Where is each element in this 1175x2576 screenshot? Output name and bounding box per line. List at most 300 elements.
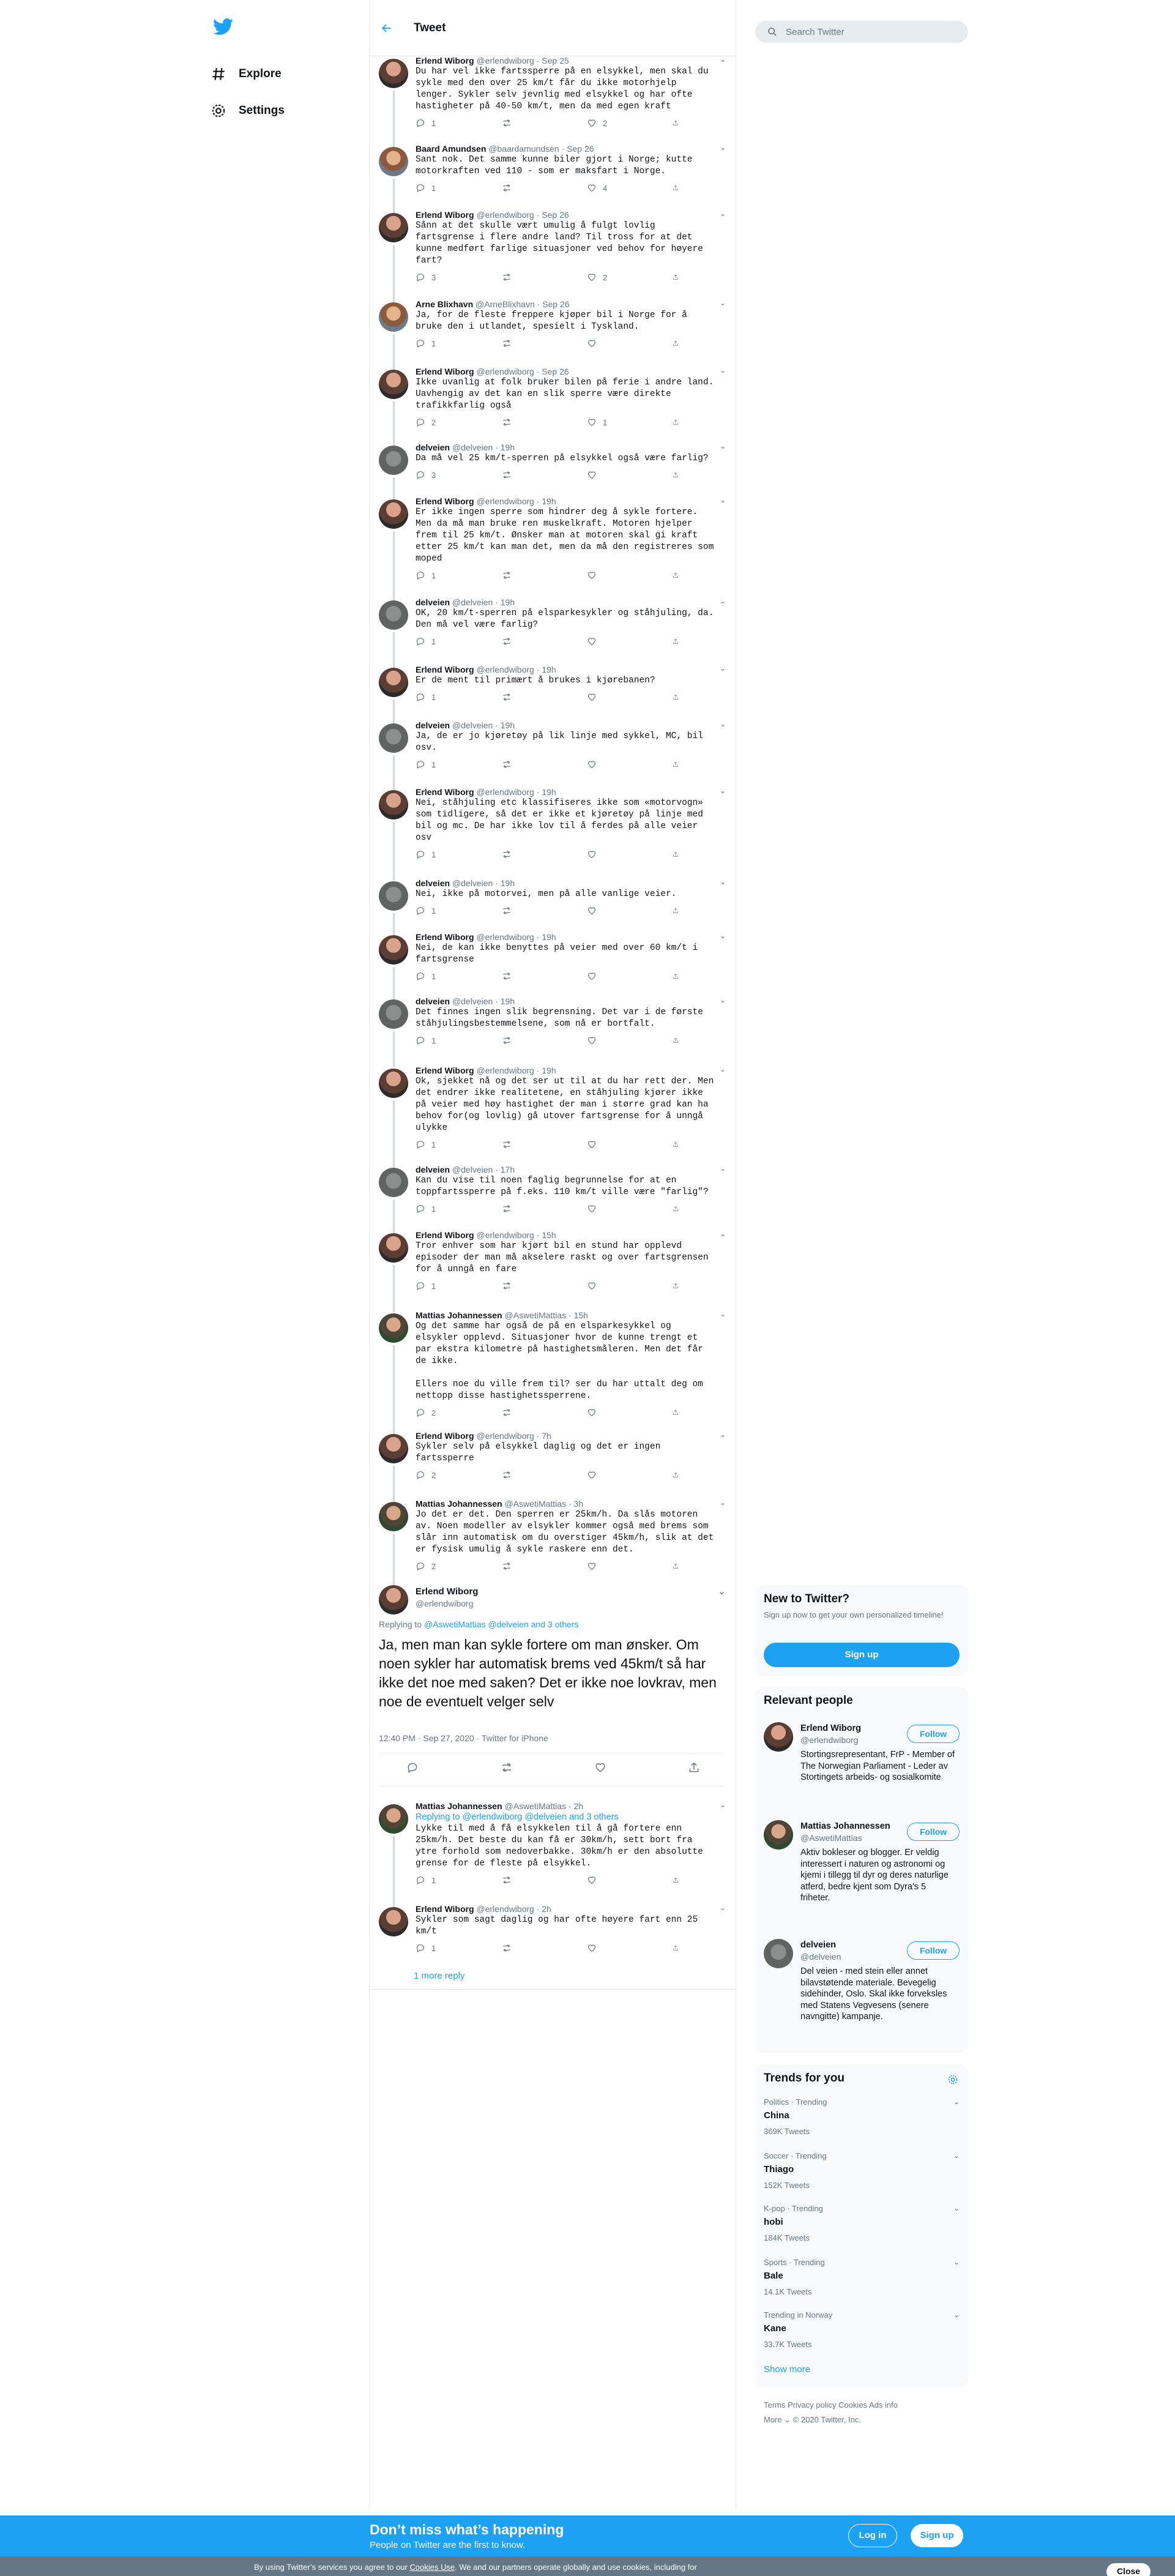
like-button[interactable]	[587, 1204, 673, 1214]
author-name[interactable]: Mattias Johannessen	[416, 1310, 502, 1320]
avatar[interactable]	[379, 935, 408, 965]
author-handle[interactable]: @AswetiMattias	[504, 1310, 567, 1320]
share-button[interactable]	[673, 637, 685, 646]
focused-tweet	[370, 1585, 737, 1787]
retweet-button[interactable]	[501, 1204, 587, 1214]
reply-icon	[416, 1140, 425, 1149]
tweet[interactable]	[370, 664, 737, 705]
tweet-time[interactable]: 19h	[500, 720, 515, 730]
like-button[interactable]	[587, 338, 673, 348]
reply-button[interactable]	[416, 849, 501, 859]
retweet-button[interactable]	[501, 183, 587, 193]
author-handle[interactable]: @erlendwiborg	[476, 1230, 534, 1240]
avatar[interactable]	[379, 302, 408, 332]
retweet-button[interactable]	[501, 1943, 587, 1953]
chevron-down-icon[interactable]: ⌄	[719, 143, 726, 152]
tweet-time[interactable]: 19h	[542, 787, 556, 797]
tweet-meta[interactable]: 12:40 PM · Sep 27, 2020 · Twitter for iPhone	[379, 1733, 548, 1743]
retweet-button[interactable]	[501, 1470, 587, 1480]
like-button[interactable]	[587, 1036, 673, 1045]
share-button[interactable]	[673, 1943, 685, 1953]
reply-button[interactable]	[416, 692, 501, 702]
tweet-time[interactable]: 19h	[542, 496, 556, 506]
author-handle[interactable]: @erlendwiborg	[476, 367, 534, 376]
avatar[interactable]	[379, 723, 408, 753]
reply-button[interactable]	[416, 1561, 501, 1571]
share-button[interactable]	[673, 849, 685, 859]
separator: ·	[534, 496, 542, 506]
reply-button[interactable]	[416, 760, 501, 769]
author-handle[interactable]: @erlendwiborg	[476, 932, 534, 942]
trend-item[interactable]	[764, 2097, 960, 2136]
retweet-button[interactable]	[501, 570, 587, 580]
reply-button[interactable]	[416, 637, 501, 646]
author-name[interactable]: Erlend Wiborg	[416, 787, 474, 797]
retweet-button[interactable]	[500, 1761, 513, 1777]
search-placeholder: Search Twitter	[786, 26, 845, 37]
like-button[interactable]	[587, 417, 673, 427]
banner-title: Don’t miss what’s happening	[370, 2522, 564, 2537]
reply-button[interactable]	[416, 1204, 501, 1214]
tweet-time[interactable]: 19h	[500, 878, 515, 888]
chevron-down-icon[interactable]: ⌄	[719, 931, 726, 940]
retweet-button[interactable]	[501, 760, 587, 769]
tweet[interactable]	[370, 55, 737, 131]
avatar[interactable]	[764, 1722, 793, 1752]
tweet-time[interactable]: Sep 26	[542, 367, 569, 376]
chevron-down-icon[interactable]: ⌄	[719, 1430, 726, 1439]
share-button[interactable]	[673, 1036, 685, 1045]
share-icon	[673, 338, 679, 348]
reply-count: 1	[431, 849, 436, 859]
reply-button[interactable]	[416, 118, 501, 128]
reply-button[interactable]	[416, 1036, 501, 1045]
avatar[interactable]	[379, 1168, 408, 1197]
thread-connector	[393, 1265, 395, 1312]
retweet-icon	[501, 1281, 512, 1291]
share-button[interactable]	[673, 272, 685, 282]
like-button[interactable]	[587, 1408, 673, 1417]
author-name[interactable]: Mattias Johannessen	[416, 1499, 502, 1509]
tweet-time[interactable]: Sep 25	[542, 56, 569, 65]
author-handle[interactable]: @delveien	[452, 597, 493, 607]
chevron-down-icon[interactable]: ⌄	[719, 299, 726, 307]
trend-item[interactable]	[764, 2204, 960, 2242]
author-name[interactable]: delveien	[416, 597, 450, 607]
tweet-time[interactable]: Sep 26	[567, 144, 594, 154]
share-icon	[673, 1875, 679, 1885]
like-button[interactable]	[587, 760, 673, 769]
avatar[interactable]	[379, 1804, 408, 1834]
reply-button[interactable]	[416, 1875, 501, 1885]
author-name[interactable]: Erlend Wiborg	[416, 1230, 474, 1240]
banner-sign-up-button[interactable]: Sign up	[911, 2524, 963, 2547]
avatar[interactable]	[379, 668, 408, 697]
tweet-time[interactable]: 7h	[542, 1431, 551, 1441]
tweet[interactable]	[370, 878, 737, 919]
author-name[interactable]: Erlend Wiborg	[416, 1066, 474, 1075]
retweet-button[interactable]	[501, 1036, 587, 1045]
share-button[interactable]	[673, 1470, 685, 1480]
retweet-button[interactable]	[501, 470, 587, 480]
like-button[interactable]	[587, 1561, 673, 1571]
share-button[interactable]	[673, 692, 685, 702]
share-button[interactable]	[673, 118, 685, 128]
chevron-down-icon[interactable]: ⌄	[953, 2310, 960, 2319]
author-handle[interactable]: @erlendwiborg	[476, 1431, 534, 1441]
tweet-actions	[416, 1032, 685, 1048]
tweet-text: Ja, men man kan sykle fortere om man ønsker. Om noen sykler har automatisk brems ved 45km/t så har ikke det noe med saken? Det er ikke noe lovkrav, men noe de eventuelt velger selv	[379, 1637, 717, 1709]
reply-icon	[416, 417, 425, 427]
chevron-down-icon[interactable]: ⌄	[719, 209, 726, 218]
trend-item[interactable]	[764, 2310, 960, 2349]
author-handle[interactable]: @erlendwiborg	[476, 1904, 534, 1914]
retweet-button[interactable]	[501, 1408, 587, 1417]
avatar[interactable]	[764, 1820, 793, 1850]
person-name[interactable]: Erlend Wiborg	[800, 1723, 861, 1733]
author-handle[interactable]: @erlendwiborg	[476, 665, 534, 674]
replying-to[interactable]: Replying to @erlendwiborg @delveien and 3 others	[416, 1812, 619, 1822]
tweet[interactable]	[370, 996, 737, 1048]
tweet-text: Lykke til med å få elsykkelen til å gå fortere enn 25km/h. Det beste du kan få er 30km/h, sett bort fra ytre forhold som nedoverbakke. 30km/h er den absolutte grense for de fleste på elsykkel.	[416, 1824, 703, 1869]
chevron-down-icon[interactable]: ⌄	[719, 496, 726, 504]
tweet[interactable]	[370, 1498, 737, 1574]
more-replies-link[interactable]: 1 more reply	[414, 1971, 465, 1981]
author-handle[interactable]: @delveien	[452, 878, 493, 888]
chevron-down-icon[interactable]: ⌄	[719, 1801, 726, 1809]
author-name[interactable]: delveien	[416, 1165, 450, 1174]
heart-icon	[587, 1281, 597, 1291]
separator: ·	[493, 720, 501, 730]
tweet-text: Og det samme har også de på en elsparkesykkel og elsykler opplevd. Situasjoner hvor de kunne trengt et par ekstra kilometre på hastighetsmåleren. Men det får de ikke. Ellers noe du ville frem til? ser du har uttalt deg om nettopp disse hastighetssperrene.	[416, 1321, 703, 1401]
author-name[interactable]: delveien	[416, 996, 450, 1006]
heart-icon	[587, 470, 597, 480]
retweet-button[interactable]	[501, 338, 587, 348]
like-button[interactable]	[587, 637, 673, 646]
chevron-down-icon[interactable]: ⌄	[719, 1310, 726, 1318]
chevron-down-icon[interactable]: ⌄	[953, 2204, 960, 2212]
author-handle[interactable]: @delveien	[452, 996, 493, 1006]
avatar[interactable]	[379, 1585, 408, 1615]
avatar[interactable]	[379, 1233, 408, 1263]
chevron-down-icon[interactable]: ⌄	[719, 1065, 726, 1073]
tweet-time[interactable]: 15h	[542, 1230, 556, 1240]
nav-settings[interactable]	[208, 92, 367, 129]
avatar[interactable]	[379, 1434, 408, 1463]
tweet[interactable]	[370, 786, 737, 862]
author-handle[interactable]: @erlendwiborg	[476, 1066, 534, 1075]
author-name[interactable]: Baard Amundsen	[416, 144, 487, 154]
chevron-down-icon[interactable]: ⌄	[719, 442, 726, 450]
tweet-actions	[406, 1761, 700, 1777]
reply-button[interactable]	[416, 971, 501, 981]
share-button[interactable]	[673, 570, 685, 580]
share-button[interactable]	[673, 338, 685, 348]
share-button[interactable]	[673, 1140, 685, 1149]
person-name[interactable]: Mattias Johannessen	[800, 1821, 890, 1831]
chevron-down-icon[interactable]: ⌄	[719, 786, 726, 795]
like-button[interactable]	[587, 1943, 673, 1953]
chevron-down-icon[interactable]: ⌄	[953, 2258, 960, 2266]
back-arrow-icon[interactable]	[381, 22, 393, 34]
tweet[interactable]	[370, 143, 737, 196]
close-button[interactable]: Close	[1106, 2563, 1151, 2576]
avatar[interactable]	[379, 1907, 408, 1936]
tweet-time[interactable]: 15h	[573, 1310, 588, 1320]
like-button[interactable]	[587, 1470, 673, 1480]
person-name[interactable]: delveien	[800, 1940, 837, 1950]
tweet-time[interactable]: 2h	[542, 1904, 551, 1914]
trend-count: 14.1K Tweets	[764, 2287, 812, 2296]
share-button[interactable]	[673, 760, 685, 769]
settings-gear-icon[interactable]	[947, 2074, 958, 2085]
like-button[interactable]	[587, 272, 673, 282]
author-handle[interactable]: @delveien	[452, 720, 493, 730]
author-name[interactable]: Erlend Wiborg	[416, 210, 474, 220]
reply-button[interactable]	[416, 183, 501, 193]
reply-count: 2	[431, 1561, 436, 1571]
reply-button[interactable]	[416, 1408, 501, 1417]
author-name[interactable]: Erlend Wiborg	[416, 56, 474, 65]
author-handle[interactable]: @delveien	[452, 1165, 493, 1174]
author-handle[interactable]: @erlendwiborg	[416, 1599, 474, 1608]
author-handle[interactable]: @AswetiMattias	[504, 1499, 567, 1509]
like-button[interactable]	[587, 906, 673, 916]
author-handle[interactable]: @erlendwiborg	[476, 56, 534, 65]
author-name[interactable]: Erlend Wiborg	[416, 367, 474, 376]
chevron-down-icon[interactable]: ⌄	[719, 1498, 726, 1507]
author-handle[interactable]: @ArneBlixhavn	[476, 299, 535, 309]
like-button[interactable]	[587, 183, 673, 193]
share-button[interactable]	[673, 183, 685, 193]
retweet-button[interactable]	[501, 272, 587, 282]
author-name[interactable]: Erlend Wiborg	[416, 665, 474, 674]
tweet-time[interactable]: 19h	[500, 996, 515, 1006]
retweet-button[interactable]	[501, 417, 587, 427]
footer-line-1[interactable]: Terms Privacy policy Cookies Ads info	[764, 2400, 898, 2410]
tweet[interactable]	[370, 1903, 737, 1956]
share-button[interactable]	[673, 1281, 685, 1291]
retweet-button[interactable]	[501, 1281, 587, 1291]
tweet-time[interactable]: 19h	[500, 597, 515, 607]
chevron-down-icon[interactable]: ⌄	[719, 996, 726, 1004]
avatar[interactable]	[379, 147, 408, 176]
author-handle[interactable]: @delveien	[452, 442, 493, 452]
chevron-down-icon[interactable]: ⌄	[719, 597, 726, 605]
reply-button[interactable]	[416, 1281, 501, 1291]
avatar[interactable]	[379, 213, 408, 242]
trend-item[interactable]	[764, 2151, 960, 2190]
tweet[interactable]	[370, 1310, 737, 1421]
share-button[interactable]	[673, 1875, 685, 1885]
tweet-time[interactable]: Sep 26	[542, 210, 569, 220]
tweet-time[interactable]: 17h	[500, 1165, 515, 1174]
avatar[interactable]	[379, 370, 408, 399]
author-name[interactable]: Mattias Johannessen	[416, 1801, 502, 1811]
author-name[interactable]: delveien	[416, 442, 450, 452]
tweet[interactable]	[370, 366, 737, 430]
tweet-time[interactable]: 19h	[542, 665, 556, 674]
retweet-button[interactable]	[501, 1875, 587, 1885]
separator: ·	[534, 665, 542, 674]
sign-up-button[interactable]: Sign up	[764, 1643, 960, 1667]
author-handle[interactable]: @baardamundsen	[488, 144, 559, 154]
share-button[interactable]	[673, 417, 685, 427]
tweet[interactable]	[370, 597, 737, 649]
like-button[interactable]	[587, 1140, 673, 1149]
reply-icon	[416, 760, 425, 769]
tweet-actions	[416, 1405, 685, 1421]
tweet-time[interactable]: 3h	[573, 1499, 584, 1509]
reply-button[interactable]	[416, 1140, 501, 1149]
author-handle[interactable]: @erlendwiborg	[476, 496, 534, 506]
author-name[interactable]: Erlend Wiborg	[416, 1586, 479, 1597]
share-button[interactable]	[673, 906, 685, 916]
avatar[interactable]	[379, 790, 408, 819]
share-button[interactable]	[673, 1408, 685, 1417]
tweet-time[interactable]: 19h	[500, 442, 515, 452]
author-handle[interactable]: @AswetiMattias	[504, 1801, 567, 1811]
reply-icon	[416, 1470, 425, 1480]
share-button[interactable]	[673, 1561, 685, 1571]
tweet-header	[416, 55, 725, 66]
tweet-time[interactable]: 19h	[542, 932, 556, 942]
reply-button[interactable]	[406, 1761, 419, 1777]
retweet-button[interactable]	[501, 971, 587, 981]
share-button[interactable]	[688, 1761, 700, 1777]
retweet-button[interactable]	[501, 637, 587, 646]
chevron-down-icon[interactable]: ⌄	[953, 2151, 960, 2160]
tweet[interactable]	[370, 720, 737, 772]
avatar[interactable]	[379, 999, 408, 1029]
chevron-down-icon[interactable]: ⌄	[717, 1586, 726, 1597]
retweet-button[interactable]	[501, 849, 587, 859]
tweet[interactable]	[370, 1230, 737, 1294]
chevron-down-icon[interactable]: ⌄	[719, 1903, 726, 1912]
tweet[interactable]	[370, 442, 737, 483]
author-handle[interactable]: @erlendwiborg	[476, 210, 534, 220]
share-button[interactable]	[673, 971, 685, 981]
chevron-down-icon[interactable]: ⌄	[719, 878, 726, 886]
footer-line-2[interactable]: More ⌄ © 2020 Twitter, Inc.	[764, 2415, 861, 2424]
avatar[interactable]	[379, 59, 408, 88]
nav-explore[interactable]	[208, 56, 367, 92]
tweet[interactable]	[370, 1430, 737, 1483]
author-name[interactable]: Erlend Wiborg	[416, 496, 474, 506]
like-button[interactable]	[587, 118, 673, 128]
tweet-text: Nei, ikke på motorvei, men på alle vanlige veier.	[416, 889, 677, 899]
tweet-header	[416, 1903, 725, 1914]
tweet[interactable]	[370, 1164, 737, 1217]
avatar[interactable]	[379, 1313, 408, 1343]
tweet[interactable]	[370, 299, 737, 351]
cookies-use-link[interactable]: Cookies Use	[409, 2563, 455, 2572]
chevron-down-icon[interactable]: ⌄	[719, 1230, 726, 1238]
follow-button[interactable]: Follow	[907, 1941, 960, 1960]
chevron-down-icon[interactable]: ⌄	[719, 664, 726, 673]
tweet-time[interactable]: 2h	[573, 1801, 584, 1811]
reply-button[interactable]	[416, 338, 501, 348]
reply-button[interactable]	[416, 470, 501, 480]
tweet[interactable]	[370, 1065, 737, 1152]
heart-icon	[587, 906, 597, 916]
tweet-time[interactable]: 19h	[542, 1066, 556, 1075]
separator: ·	[534, 56, 542, 65]
chevron-down-icon[interactable]: ⌄	[719, 1164, 726, 1173]
twitter-logo-icon[interactable]	[213, 18, 367, 39]
author-name[interactable]: Arne Blixhavn	[416, 299, 474, 309]
chevron-down-icon[interactable]: ⌄	[719, 55, 726, 64]
avatar[interactable]	[379, 1069, 408, 1098]
avatar[interactable]	[764, 1939, 793, 1968]
tweet-time[interactable]: Sep 26	[542, 299, 570, 309]
retweet-button[interactable]	[501, 692, 587, 702]
show-more-link[interactable]: Show more	[764, 2364, 810, 2375]
like-button[interactable]	[587, 849, 673, 859]
like-button[interactable]	[587, 470, 673, 480]
retweet-button[interactable]	[501, 118, 587, 128]
tweet[interactable]	[370, 496, 737, 583]
reply-button[interactable]	[416, 1470, 501, 1480]
author-name[interactable]: Erlend Wiborg	[416, 1904, 474, 1914]
avatar[interactable]	[379, 446, 408, 475]
author-name[interactable]: Erlend Wiborg	[416, 932, 474, 942]
avatar[interactable]	[379, 1502, 408, 1531]
gear-icon	[211, 103, 226, 119]
search-input[interactable]	[755, 21, 968, 43]
reply-button[interactable]	[416, 906, 501, 916]
author-name[interactable]: delveien	[416, 720, 450, 730]
share-button[interactable]	[673, 470, 685, 480]
follow-button[interactable]: Follow	[907, 1823, 960, 1841]
like-button[interactable]	[587, 570, 673, 580]
replying-to-links[interactable]: @AswetiMattias @delveien and 3 others	[423, 1619, 579, 1629]
heart-icon	[587, 338, 597, 348]
reply-button[interactable]	[416, 272, 501, 282]
like-button[interactable]	[587, 692, 673, 702]
avatar[interactable]	[379, 499, 408, 529]
chevron-down-icon[interactable]: ⌄	[719, 720, 726, 728]
retweet-button[interactable]	[501, 1561, 587, 1571]
tweet-header	[416, 1164, 725, 1175]
chevron-down-icon[interactable]: ⌄	[719, 366, 726, 375]
tweet[interactable]	[370, 931, 737, 984]
avatar[interactable]	[379, 881, 408, 911]
chevron-down-icon[interactable]: ⌄	[953, 2097, 960, 2106]
reply-button[interactable]	[416, 417, 501, 427]
reply-count: 1	[431, 971, 436, 981]
author-handle[interactable]: @erlendwiborg	[476, 787, 534, 797]
like-button[interactable]	[587, 1281, 673, 1291]
share-button[interactable]	[673, 1204, 685, 1214]
trend-item[interactable]	[764, 2258, 960, 2296]
tweet[interactable]	[370, 1801, 737, 1888]
avatar[interactable]	[379, 600, 408, 630]
reply-button[interactable]	[416, 1943, 501, 1953]
retweet-button[interactable]	[501, 1140, 587, 1149]
author-name[interactable]: Erlend Wiborg	[416, 1431, 474, 1441]
reply-count: 1	[431, 1140, 436, 1149]
retweet-button[interactable]	[501, 906, 587, 916]
login-button[interactable]: Log in	[848, 2524, 897, 2547]
author-name[interactable]: delveien	[416, 878, 450, 888]
reply-button[interactable]	[416, 570, 501, 580]
like-button[interactable]	[594, 1761, 606, 1777]
like-button[interactable]	[587, 971, 673, 981]
tweet[interactable]	[370, 209, 737, 285]
follow-button[interactable]: Follow	[907, 1725, 960, 1743]
like-button[interactable]	[587, 1875, 673, 1885]
